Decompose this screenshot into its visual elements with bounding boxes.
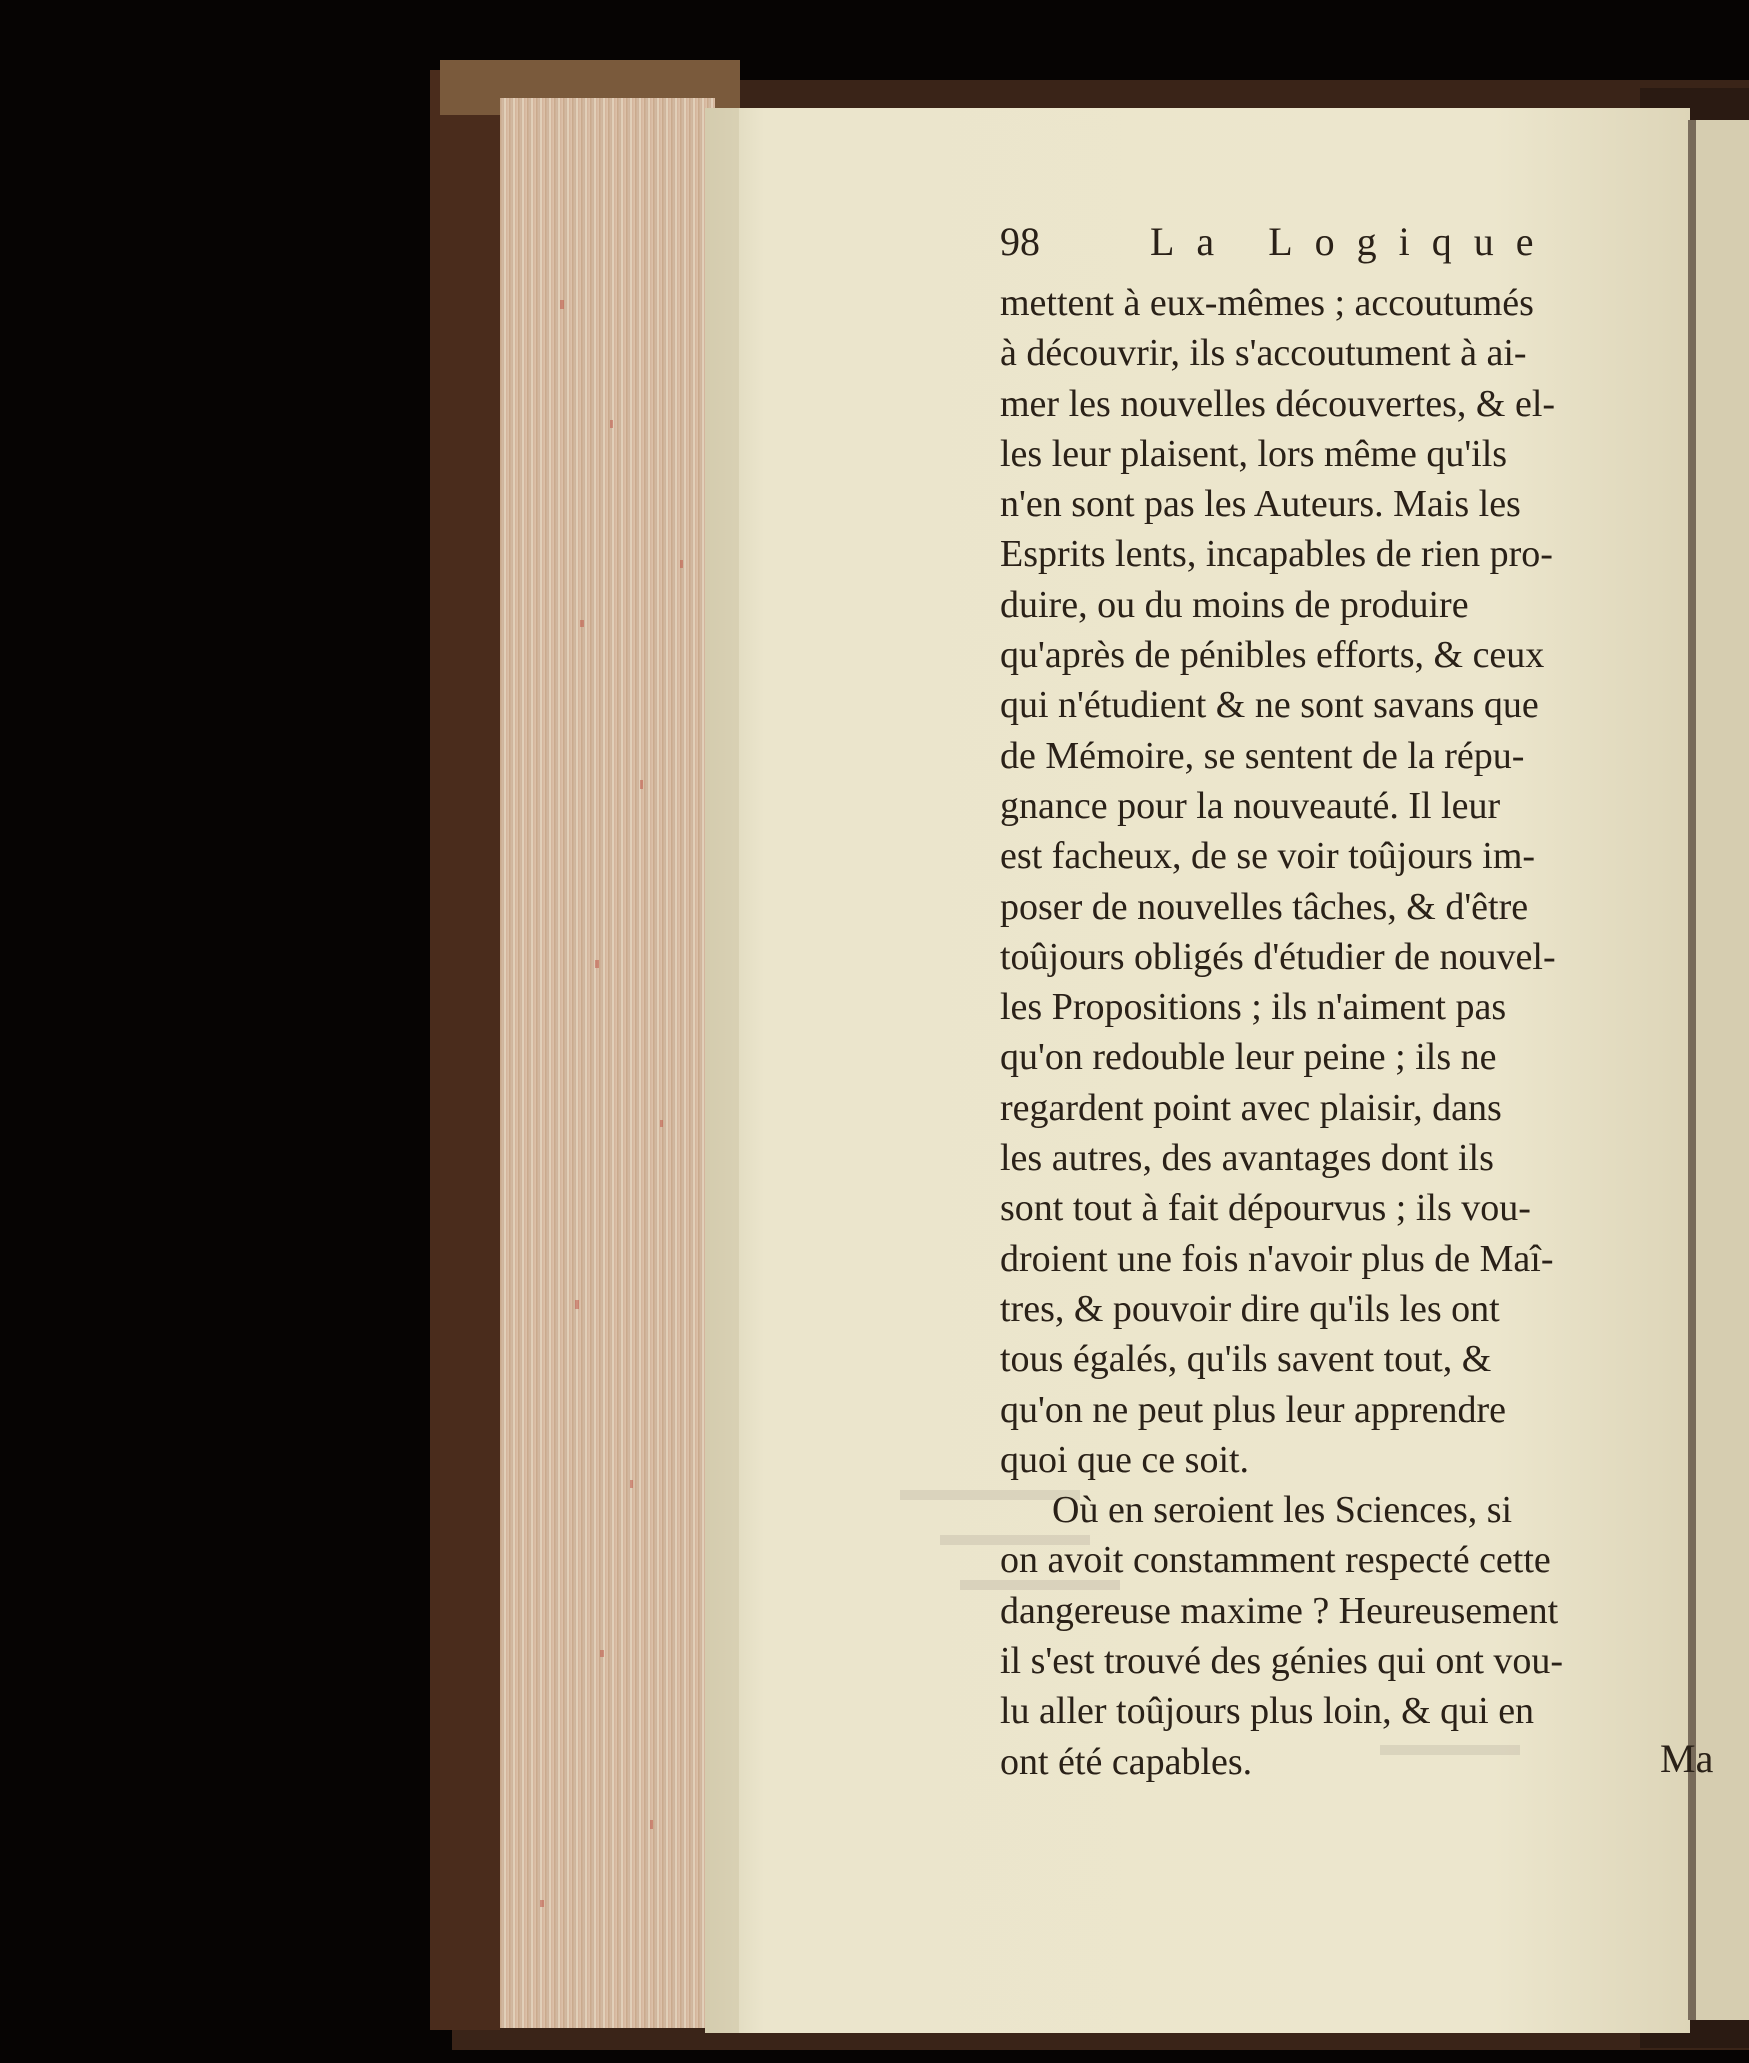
text-line: regardent point avec plaisir, dans xyxy=(1000,1086,1502,1129)
text-line: gnance pour la nouveauté. Il leur xyxy=(1000,784,1501,827)
running-head: La Logique xyxy=(1150,219,1556,264)
page-number: 98 xyxy=(1000,219,1040,264)
text-line: il s'est trouvé des génies qui ont vou- xyxy=(1000,1640,1564,1683)
text-line: poser de nouvelles tâches, & d'être xyxy=(1000,885,1529,928)
catchword: Ma xyxy=(1660,1736,1714,1781)
text-line: sont tout à fait dépourvus ; ils vou- xyxy=(1000,1187,1531,1230)
text-line: à découvrir, ils s'accoutument à ai- xyxy=(1000,332,1527,375)
text-line: de Mémoire, se sentent de la répu- xyxy=(1000,734,1525,777)
text-line: est facheux, de se voir toûjours im- xyxy=(1000,835,1536,878)
text-line: toûjours obligés d'étudier de nouvel- xyxy=(1000,935,1556,978)
text-line: Esprits lents, incapables de rien pro- xyxy=(1000,533,1553,576)
text-line: qu'après de pénibles efforts, & ceux xyxy=(1000,634,1545,677)
text-line: tous égalés, qu'ils savent tout, & xyxy=(1000,1338,1492,1381)
text-line: les leur plaisent, lors même qu'ils xyxy=(1000,432,1508,475)
page-text xyxy=(1000,218,1700,1787)
text-line: lu aller toûjours plus loin, & qui en xyxy=(1000,1690,1535,1733)
page-edges xyxy=(500,98,715,2028)
text-line: mettent à eux-mêmes ; accoutumés xyxy=(1000,282,1534,324)
text-line: droient une fois n'avoir plus de Maî- xyxy=(1000,1237,1554,1280)
text-line: duire, ou du moins de produire xyxy=(1000,583,1469,626)
text-line: n'en sont pas les Auteurs. Mais les xyxy=(1000,483,1521,526)
text-line: les Propositions ; ils n'aiment pas xyxy=(1000,986,1507,1029)
page-header xyxy=(1000,218,1700,278)
text-line: qui n'étudient & ne sont savans que xyxy=(1000,684,1539,727)
paragraph-start-line: Où en seroient les Sciences, si xyxy=(1052,1489,1513,1532)
text-line: on avoit constamment respecté cette xyxy=(1000,1539,1551,1582)
text-line: mer les nouvelles découvertes, & el- xyxy=(1000,382,1556,425)
text-line: tres, & pouvoir dire qu'ils les ont xyxy=(1000,1287,1500,1330)
text-line: les autres, des avantages dont ils xyxy=(1000,1137,1494,1180)
text-line: qu'on redouble leur peine ; ils ne xyxy=(1000,1036,1497,1079)
text-line: ont été capables. xyxy=(1000,1740,1253,1783)
text-line: qu'on ne peut plus leur apprendre xyxy=(1000,1388,1506,1431)
text-line: quoi que ce soit. xyxy=(1000,1438,1250,1481)
text-line: dangereuse maxime ? Heureusement xyxy=(1000,1589,1559,1632)
